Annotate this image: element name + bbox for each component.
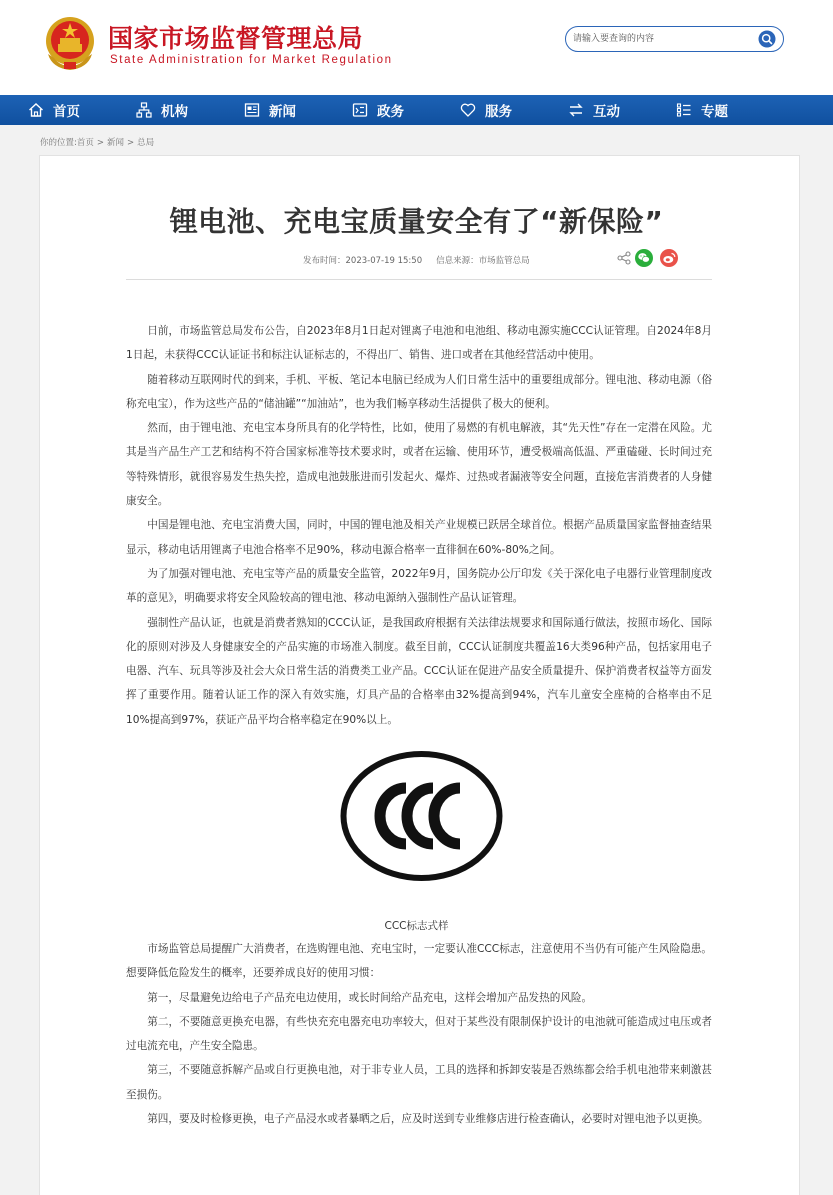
nav-label: 服务 bbox=[485, 104, 512, 120]
wechat-share-icon[interactable] bbox=[635, 249, 653, 267]
breadcrumb-home[interactable]: 首页 bbox=[76, 138, 94, 148]
article-meta bbox=[303, 254, 530, 266]
nav-label: 政务 bbox=[377, 104, 404, 120]
home-icon bbox=[28, 102, 44, 118]
government-icon bbox=[352, 102, 368, 118]
article-paragraph: 第二，不要随意更换充电器，有些快充充电器充电功率较大，但对于某些没有限制保护设计的电池就可能造成过电压或者过电流充电，产生安全隐患。 bbox=[126, 1015, 712, 1053]
article-paragraph: 第三，不要随意拆解产品或自行更换电池，对于非专业人员，工具的选择和拆卸安装是否熟练都会给手机电池带来刺激甚至损伤。 bbox=[126, 1064, 712, 1101]
heart-icon bbox=[460, 102, 476, 118]
article-paragraph: 然而，由于锂电池、充电宝本身所具有的化学特性，比如，使用了易燃的有机电解液，其“先天性”存在一定潜在风险。尤其是当产品生产工艺和结构不符合国家标准等技术要求时，或者在运输、使用环节，遭受极端高低温、严重磕碰、长时间过充等特殊情形，就很容易发生热失控，造成电池鼓胀进而引发起火、爆炸、过热或者漏液等安全问题，直接危害消费者的人身健康安全。 bbox=[126, 422, 712, 508]
title-divider bbox=[126, 279, 712, 280]
publish-time: 发布时间：2023-07-19 15:50 bbox=[303, 256, 423, 266]
article-paragraph: 为了加强对锂电池、充电宝等产品的质量安全监管，2022年9月，国务院办公厅印发《关于深化电子电器行业管理制度改革的意见》，明确要求将安全风险较高的锂电池、移动电源纳入强制性产品认证管理。 bbox=[126, 567, 712, 605]
search-icon[interactable] bbox=[758, 30, 776, 48]
nav-label: 互动 bbox=[593, 104, 620, 120]
national-emblem-icon[interactable] bbox=[42, 14, 98, 72]
nav-item-interaction[interactable] bbox=[540, 95, 648, 125]
breadcrumb bbox=[40, 136, 154, 148]
weibo-share-icon[interactable] bbox=[660, 249, 678, 267]
nav-item-government[interactable] bbox=[324, 95, 432, 125]
breadcrumb-prefix: 你的位置: bbox=[40, 138, 77, 148]
image-caption: CCC标志式样 bbox=[384, 920, 449, 932]
org-chart-icon bbox=[136, 102, 152, 118]
nav-item-home[interactable] bbox=[0, 95, 108, 125]
article-body-bottom bbox=[126, 937, 712, 1131]
article-paragraph: 日前，市场监管总局发布公告，自2023年8月1日起对锂离子电池和电池组、移动电源实施CCC认证管理。自2024年8月1日起，未获得CCC认证证书和标注认证标志的，不得出厂、销售、进口或者在其他经营活动中使用。 bbox=[126, 325, 712, 362]
article-paragraph: 中国是锂电池、充电宝消费大国，同时，中国的锂电池及相关产业规模已跃居全球首位。根据产品质量国家监督抽查结果显示，移动电话用锂离子电池合格率不足90%，移动电源合格率一直徘徊在60%-80%之间。 bbox=[126, 519, 712, 556]
nav-item-news[interactable] bbox=[216, 95, 324, 125]
article-paragraph: 第四，要及时检修更换，电子产品浸水或者暴晒之后，应及时送到专业维修店进行检查确认，必要时对锂电池予以更换。 bbox=[147, 1113, 709, 1126]
article-paragraph: 随着移动互联网时代的到来，手机、平板、笔记本电脑已经成为人们日常生活中的重要组成部分。锂电池、移动电源（俗称充电宝），作为这些产品的“储油罐”“加油站”，也为我们畅享移动生活提供了极大的便利。 bbox=[126, 373, 712, 410]
article-paragraph: 强制性产品认证，也就是消费者熟知的CCC认证，是我国政府根据有关法律法规要求和国际通行做法，按照市场化、国际化的原则对涉及人身健康安全的产品实施的市场准入制度。截至目前，CCC认证制度共覆盖16大类96种产品，包括家用电子电器、汽车、玩具等涉及社会大众日常生活的消费类工业产品。CCC认证在促进产品安全质量提升、保护消费者权益等方面发挥了重要作用。随着认证工作的深入有效实施，灯具产品的合格率由32%提高到94%，汽车儿童安全座椅的合格率由不足10%提高到97%，获证产品平均合格率稳定在90%以上。 bbox=[126, 616, 712, 726]
nav-label: 机构 bbox=[161, 104, 188, 120]
nav-item-service[interactable] bbox=[432, 95, 540, 125]
article-source: 信息来源：市场监管总局 bbox=[436, 256, 530, 266]
list-icon bbox=[676, 102, 692, 118]
news-icon bbox=[244, 102, 260, 118]
article-body-top bbox=[126, 319, 712, 732]
article-paragraph: 第一，尽量避免边给电子产品充电边使用，或长时间给产品充电，这样会增加产品发热的风险。 bbox=[147, 991, 593, 1004]
share-icon[interactable] bbox=[617, 251, 631, 265]
breadcrumb-separator: > bbox=[127, 138, 135, 148]
article-title: 锂电池、充电宝质量安全有了“新保险” bbox=[169, 205, 664, 238]
article-paragraph: 市场监管总局提醒广大消费者，在选购锂电池、充电宝时，一定要认准CCC标志，注意使用不当仍有可能产生风险隐患。想要降低危险发生的概率，还要养成良好的使用习惯： bbox=[126, 943, 712, 980]
exchange-icon bbox=[568, 102, 584, 118]
site-subtitle: State Administration for Market Regulation bbox=[110, 54, 393, 66]
search-input[interactable] bbox=[573, 30, 753, 48]
search-box bbox=[565, 26, 784, 52]
breadcrumb-news[interactable]: 新闻 bbox=[107, 138, 125, 148]
nav-item-topics[interactable] bbox=[648, 95, 756, 125]
nav-item-organization[interactable] bbox=[108, 95, 216, 125]
breadcrumb-separator: > bbox=[96, 138, 105, 148]
site-title[interactable]: 国家市场监督管理总局 bbox=[108, 24, 364, 53]
nav-label: 首页 bbox=[53, 104, 80, 120]
nav-label: 专题 bbox=[701, 104, 728, 120]
site-header bbox=[0, 0, 833, 95]
breadcrumb-headquarters[interactable]: 总局 bbox=[137, 138, 155, 148]
nav-label: 新闻 bbox=[269, 104, 296, 120]
ccc-mark-image bbox=[340, 750, 503, 882]
main-nav bbox=[0, 95, 833, 125]
